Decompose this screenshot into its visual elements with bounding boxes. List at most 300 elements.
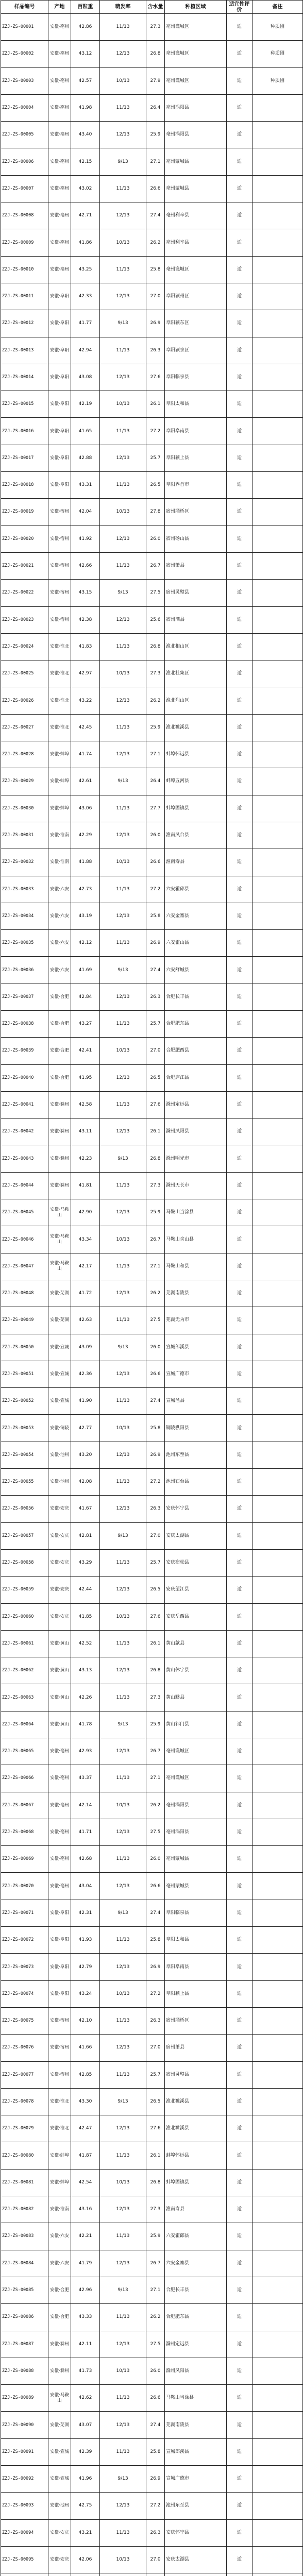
germination-cell: 12/13 — [100, 687, 146, 714]
weight-cell: 42.19 — [71, 391, 100, 418]
moisture-cell: 27.0 — [146, 1522, 165, 1549]
region-cell: 亳州谯城区 — [165, 67, 227, 94]
region-cell: 宿州埇桥区 — [165, 2007, 227, 2034]
weight-cell: 43.20 — [71, 1442, 100, 1468]
weight-cell: 42.26 — [71, 1684, 100, 1711]
weight-cell: 42.41 — [71, 1038, 100, 1064]
note-cell — [252, 2493, 303, 2519]
evaluation-cell: 适 — [227, 1334, 252, 1361]
weight-cell: 42.31 — [71, 1900, 100, 1926]
evaluation-cell: 适 — [227, 1738, 252, 1765]
germination-cell: 12/13 — [100, 122, 146, 148]
table-row — [1, 768, 303, 795]
evaluation-cell: 适 — [227, 1549, 252, 1576]
germination-cell: 12/13 — [100, 2196, 146, 2223]
note-cell — [252, 1980, 303, 2007]
region-cell: 蚌埠固镇县 — [165, 795, 227, 822]
evaluation-cell: 适 — [227, 606, 252, 633]
sample-id-cell: ZZJ-ZS-00093 — [1, 2493, 48, 2519]
region-cell: 阜阳颍州区 — [165, 283, 227, 310]
origin-cell: 安徽·阜阳 — [48, 1900, 71, 1926]
weight-cell: 41.65 — [71, 418, 100, 445]
germination-cell: 10/13 — [100, 660, 146, 687]
origin-cell: 安徽·淮北 — [48, 633, 71, 660]
region-cell: 六安霍邱县 — [165, 2223, 227, 2250]
note-cell — [252, 1442, 303, 1468]
header-cell: 备注 — [252, 1, 303, 14]
table-row — [1, 1819, 303, 1845]
moisture-cell: 25.8 — [146, 903, 165, 929]
weight-cell: 41.86 — [71, 229, 100, 256]
evaluation-cell: 适 — [227, 310, 252, 337]
origin-cell: 安徽·淮南 — [48, 2196, 71, 2223]
moisture-cell: 25.7 — [146, 2061, 165, 2088]
note-cell — [252, 660, 303, 687]
germination-cell: 9/13 — [100, 957, 146, 984]
moisture-cell: 26.3 — [146, 1496, 165, 1522]
region-cell: 滁州定远县 — [165, 2331, 227, 2358]
table-body — [1, 14, 303, 2576]
weight-cell: 41.92 — [71, 526, 100, 552]
sample-id-cell: ZZJ-ZS-00018 — [1, 472, 48, 499]
sample-id-cell: ZZJ-ZS-00074 — [1, 1980, 48, 2007]
table-row — [1, 94, 303, 121]
origin-cell: 安徽·六安 — [48, 876, 71, 903]
table-row — [1, 122, 303, 148]
region-cell: 六安金寨县 — [165, 903, 227, 929]
region-cell: 亳州蒙城县 — [165, 1873, 227, 1900]
moisture-cell: 25.8 — [146, 2438, 165, 2465]
evaluation-cell: 适 — [227, 633, 252, 660]
weight-cell: 42.68 — [71, 1846, 100, 1873]
note-cell — [252, 2546, 303, 2573]
table-row — [1, 1630, 303, 1657]
note-cell — [252, 1792, 303, 1819]
weight-cell: 42.75 — [71, 2493, 100, 2519]
weight-cell: 43.29 — [71, 1549, 100, 1576]
note-cell — [252, 1738, 303, 1765]
sample-id-cell: ZZJ-ZS-00027 — [1, 714, 48, 741]
sample-id-cell: ZZJ-ZS-00038 — [1, 1010, 48, 1037]
evaluation-cell: 适 — [227, 1199, 252, 1226]
table-row — [1, 930, 303, 957]
weight-cell: 41.88 — [71, 849, 100, 876]
sample-id-cell: ZZJ-ZS-00007 — [1, 175, 48, 202]
table-row — [1, 2142, 303, 2169]
germination-cell: 11/13 — [100, 1010, 146, 1037]
moisture-cell: 26.8 — [146, 2169, 165, 2196]
weight-cell: 41.85 — [71, 1603, 100, 1630]
note-cell — [252, 876, 303, 903]
moisture-cell: 26.2 — [146, 687, 165, 714]
table-row — [1, 2088, 303, 2115]
moisture-cell: 27.5 — [146, 580, 165, 606]
sample-id-cell: ZZJ-ZS-00081 — [1, 2169, 48, 2196]
weight-cell: 43.30 — [71, 2088, 100, 2115]
origin-cell: 安徽·安庆 — [48, 1522, 71, 1549]
weight-cell: 41.67 — [71, 1496, 100, 1522]
region-cell: 宿州泗县 — [165, 606, 227, 633]
table-row — [1, 1307, 303, 1334]
germination-cell: 11/13 — [100, 633, 146, 660]
germination-cell: 12/13 — [100, 2331, 146, 2358]
origin-cell: 安徽·黄山 — [48, 1630, 71, 1657]
origin-cell: 安徽·蚌埠 — [48, 768, 71, 795]
origin-cell: 安徽·阜阳 — [48, 1954, 71, 1980]
moisture-cell: 25.9 — [146, 714, 165, 741]
table-row — [1, 256, 303, 283]
sample-id-cell: ZZJ-ZS-00052 — [1, 1388, 48, 1415]
region-cell: 合肥肥西县 — [165, 1038, 227, 1064]
table-row — [1, 2546, 303, 2573]
weight-cell: 43.15 — [71, 580, 100, 606]
origin-cell: 安徽·宣城 — [48, 1334, 71, 1361]
sample-id-cell: ZZJ-ZS-00091 — [1, 2438, 48, 2465]
evaluation-cell: 适 — [227, 337, 252, 364]
evaluation-cell: 适 — [227, 67, 252, 94]
region-cell: 六安金寨县 — [165, 2250, 227, 2277]
evaluation-cell: 适 — [227, 957, 252, 984]
sample-id-cell: ZZJ-ZS-00076 — [1, 2035, 48, 2061]
region-cell: 亳州谯城区 — [165, 1765, 227, 1792]
germination-cell: 11/13 — [100, 1927, 146, 1954]
origin-cell: 安徽·宿州 — [48, 526, 71, 552]
weight-cell: 41.73 — [71, 2358, 100, 2384]
weight-cell: 43.12 — [71, 41, 100, 67]
note-cell — [252, 1577, 303, 1603]
moisture-cell: 26.9 — [146, 1442, 165, 1468]
evaluation-cell — [227, 2573, 252, 2576]
moisture-cell: 27.3 — [146, 660, 165, 687]
germination-cell: 11/13 — [100, 175, 146, 202]
weight-cell: 41.77 — [71, 310, 100, 337]
evaluation-cell: 适 — [227, 1064, 252, 1091]
note-cell — [252, 2088, 303, 2115]
weight-cell: 42.86 — [71, 14, 100, 41]
germination-cell: 11/13 — [100, 1549, 146, 1576]
weight-cell: 41.93 — [71, 1927, 100, 1954]
origin-cell: 安徽·铜陵 — [48, 1415, 71, 1442]
germination-cell: 10/13 — [100, 499, 146, 526]
region-cell: 淮北相山区 — [165, 633, 227, 660]
table-row — [1, 2250, 303, 2277]
germination-cell: 11/13 — [100, 2007, 146, 2034]
evaluation-cell: 适 — [227, 984, 252, 1010]
sample-id-cell: ZZJ-ZS-00061 — [1, 1630, 48, 1657]
region-cell: 黄山休宁县 — [165, 1657, 227, 1684]
region-cell: 池州东至县 — [165, 2493, 227, 2519]
sample-id-cell: ZZJ-ZS-00064 — [1, 1711, 48, 1738]
region-cell: 亳州蒙城县 — [165, 1846, 227, 1873]
germination-cell: 12/13 — [100, 2035, 146, 2061]
region-cell: 安庆宿松县 — [165, 1549, 227, 1576]
table-row — [1, 175, 303, 202]
region-cell: 亳州谯城区 — [165, 14, 227, 41]
weight-cell: 41.83 — [71, 633, 100, 660]
sample-id-cell: ZZJ-ZS-00032 — [1, 849, 48, 876]
table-row — [1, 2196, 303, 2223]
region-cell: 蚌埠固镇县 — [165, 2169, 227, 2196]
origin-cell: 安徽·淮北 — [48, 2115, 71, 2142]
moisture-cell: 25.8 — [146, 256, 165, 283]
germination-cell: 12/13 — [100, 1280, 146, 1307]
region-cell: 铜陵枞阳县 — [165, 1415, 227, 1442]
region-cell: 合肥长丰县 — [165, 2277, 227, 2303]
germination-cell: 12/13 — [100, 606, 146, 633]
evaluation-cell: 适 — [227, 2358, 252, 2384]
table-row — [1, 903, 303, 929]
table-row — [1, 714, 303, 741]
table-row — [1, 2007, 303, 2034]
origin-cell: 安徽·宿州 — [48, 2061, 71, 2088]
weight-cell: 42.08 — [71, 1469, 100, 1496]
table-row — [1, 1118, 303, 1145]
note-cell — [252, 2358, 303, 2384]
moisture-cell: 26.6 — [146, 1361, 165, 1387]
moisture-cell: 26.8 — [146, 41, 165, 67]
table-row — [1, 660, 303, 687]
evaluation-cell: 适 — [227, 1954, 252, 1980]
moisture-cell: 27.5 — [146, 1307, 165, 1334]
note-cell — [252, 2223, 303, 2250]
moisture-cell: 27.8 — [146, 499, 165, 526]
evaluation-cell: 适 — [227, 2438, 252, 2465]
sample-id-cell: ZZJ-ZS-00025 — [1, 660, 48, 687]
origin-cell: 安徽·安庆 — [48, 2546, 71, 2573]
moisture-cell: 27.1 — [146, 2277, 165, 2303]
note-cell — [252, 1361, 303, 1387]
region-cell: 安庆怀宁县 — [165, 1496, 227, 1522]
origin-cell: 安徽·阜阳 — [48, 1980, 71, 2007]
weight-cell: 42.90 — [71, 1199, 100, 1226]
evaluation-cell: 适 — [227, 472, 252, 499]
table-row — [1, 1846, 303, 1873]
note-cell — [252, 256, 303, 283]
note-cell — [252, 1711, 303, 1738]
region-cell: 安庆太湖县 — [165, 2546, 227, 2573]
evaluation-cell: 适 — [227, 1172, 252, 1199]
weight-cell: 42.44 — [71, 1577, 100, 1603]
region-cell: 阜阳颍上县 — [165, 445, 227, 471]
origin-cell: 安徽·黄山 — [48, 1657, 71, 1684]
germination-cell: 11/13 — [100, 418, 146, 445]
origin-cell: 安徽·黄山 — [48, 1684, 71, 1711]
note-cell — [252, 768, 303, 795]
sample-id-cell: ZZJ-ZS-00033 — [1, 876, 48, 903]
moisture-cell: 27.2 — [146, 876, 165, 903]
germination-cell: 12/13 — [100, 2250, 146, 2277]
region-cell: 淮北烈山区 — [165, 687, 227, 714]
evaluation-cell: 适 — [227, 1819, 252, 1845]
germination-cell: 11/13 — [100, 1469, 146, 1496]
moisture-cell: 26.7 — [146, 1738, 165, 1765]
evaluation-cell: 适 — [227, 1091, 252, 1118]
germination-cell: 11/13 — [100, 256, 146, 283]
origin-cell: 安徽·宣城 — [48, 1361, 71, 1387]
evaluation-cell: 适 — [227, 2035, 252, 2061]
germination-cell: 12/13 — [100, 822, 146, 849]
evaluation-cell: 适 — [227, 1307, 252, 1334]
evaluation-cell: 适 — [227, 903, 252, 929]
moisture-cell: 26.6 — [146, 2385, 165, 2412]
region-cell: 宣城郎溪县 — [165, 1334, 227, 1361]
weight-cell: 43.04 — [71, 1873, 100, 1900]
weight-cell: 41.69 — [71, 957, 100, 984]
evaluation-cell: 适 — [227, 1145, 252, 1172]
sample-id-cell: ZZJ-ZS-00021 — [1, 552, 48, 579]
origin-cell: 安徽·宣城 — [48, 1388, 71, 1415]
germination-cell: 9/13 — [100, 2088, 146, 2115]
table-row — [1, 499, 303, 526]
sample-id-cell: ZZJ-ZS-00042 — [1, 1118, 48, 1145]
note-cell — [252, 445, 303, 471]
note-cell — [252, 1630, 303, 1657]
germination-cell: 10/13 — [100, 391, 146, 418]
origin-cell: 安徽·亳州 — [48, 41, 71, 67]
evaluation-cell: 适 — [227, 2412, 252, 2438]
note-cell — [252, 1388, 303, 1415]
germination-cell: 11/13 — [100, 552, 146, 579]
origin-cell: 安徽·淮南 — [48, 849, 71, 876]
germination-cell: 11/13 — [100, 1091, 146, 1118]
sample-id-cell: ZZJ-ZS-00024 — [1, 633, 48, 660]
sample-id-cell: ZZJ-ZS-00085 — [1, 2277, 48, 2303]
note-cell — [252, 526, 303, 552]
germination-cell: 9/13 — [100, 1711, 146, 1738]
evaluation-cell: 适 — [227, 1900, 252, 1926]
origin-cell: 安徽·淮北 — [48, 714, 71, 741]
weight-cell: 41.96 — [71, 2466, 100, 2493]
origin-cell: 安徽·阜阳 — [48, 337, 71, 364]
weight-cell: 42.88 — [71, 445, 100, 471]
table-row — [1, 1657, 303, 1684]
moisture-cell: 26.1 — [146, 391, 165, 418]
note-cell — [252, 687, 303, 714]
weight-cell: 42.66 — [71, 552, 100, 579]
weight-cell: 41.66 — [71, 2035, 100, 2061]
region-cell: 淮南寿县 — [165, 849, 227, 876]
weight-cell: 41.87 — [71, 2142, 100, 2169]
table-row — [1, 1388, 303, 1415]
table-row — [1, 1091, 303, 1118]
region-cell: 合肥长丰县 — [165, 984, 227, 1010]
origin-cell: 安徽·滁州 — [48, 1172, 71, 1199]
origin-cell: 安徽·合肥 — [48, 1064, 71, 1091]
sample-id-cell: ZZJ-ZS-00071 — [1, 1900, 48, 1926]
evaluation-cell: 适 — [227, 2088, 252, 2115]
origin-cell: 安徽·亳州 — [48, 256, 71, 283]
germination-cell: 11/13 — [100, 1684, 146, 1711]
note-cell — [252, 849, 303, 876]
origin-cell: 安徽·池州 — [48, 1469, 71, 1496]
germination-cell: 11/13 — [100, 2223, 146, 2250]
moisture-cell: 25.7 — [146, 1549, 165, 1576]
moisture-cell: 26.5 — [146, 2088, 165, 2115]
evaluation-cell: 适 — [227, 795, 252, 822]
note-cell — [252, 2035, 303, 2061]
moisture-cell: 27.3 — [146, 2196, 165, 2223]
germination-cell: 10/13 — [100, 849, 146, 876]
sample-id-cell: ZZJ-ZS-00019 — [1, 499, 48, 526]
origin-cell: 安徽·亳州 — [48, 202, 71, 229]
origin-cell: 安徽·亳州 — [48, 122, 71, 148]
weight-cell: 41.95 — [71, 1064, 100, 1091]
moisture-cell: 27.3 — [146, 1684, 165, 1711]
moisture-cell: 26.4 — [146, 94, 165, 121]
moisture-cell: 26.9 — [146, 1954, 165, 1980]
germination-cell: 12/13 — [100, 1442, 146, 1468]
region-cell: 安庆岳西县 — [165, 1603, 227, 1630]
weight-cell: 42.58 — [71, 1091, 100, 1118]
germination-cell: 11/13 — [100, 1846, 146, 1873]
sample-id-cell: ZZJ-ZS-00083 — [1, 2223, 48, 2250]
germination-cell: 11/13 — [100, 876, 146, 903]
moisture-cell: 27.0 — [146, 2035, 165, 2061]
evaluation-cell: 适 — [227, 2385, 252, 2412]
moisture-cell: 27.2 — [146, 1980, 165, 2007]
table-row — [1, 1980, 303, 2007]
origin-cell: 安徽·亳州 — [48, 1819, 71, 1845]
region-cell: 池州东至县 — [165, 1442, 227, 1468]
moisture-cell: 26.0 — [146, 526, 165, 552]
note-cell: 种质圃 — [252, 41, 303, 67]
header-cell: 种植区域 — [165, 1, 227, 14]
germination-cell: 11/13 — [100, 2304, 146, 2331]
sample-id-cell: ZZJ-ZS-00009 — [1, 229, 48, 256]
germination-cell: 10/13 — [100, 1980, 146, 2007]
moisture-cell: 27.3 — [146, 14, 165, 41]
note-cell — [252, 1064, 303, 1091]
origin-cell: 安徽·芜湖 — [48, 1280, 71, 1307]
origin-cell: 安徽·滁州 — [48, 1145, 71, 1172]
moisture-cell: 27.1 — [146, 1765, 165, 1792]
sample-id-cell: ZZJ-ZS-00090 — [1, 2412, 48, 2438]
moisture-cell: 27.4 — [146, 1900, 165, 1926]
header-cell: 萌发率 — [100, 1, 146, 14]
sample-id-cell: ZZJ-ZS-00088 — [1, 2358, 48, 2384]
region-cell: 阜阳颍泉区 — [165, 337, 227, 364]
table-row — [1, 552, 303, 579]
moisture-cell: 26.6 — [146, 175, 165, 202]
note-cell — [252, 122, 303, 148]
origin-cell: 安徽·亳州 — [48, 1765, 71, 1792]
origin-cell: 安徽·芜湖 — [48, 2412, 71, 2438]
sample-id-cell: ZZJ-ZS-00057 — [1, 1522, 48, 1549]
weight-cell: 42.84 — [71, 984, 100, 1010]
evaluation-cell: 适 — [227, 822, 252, 849]
origin-cell: 安徽·六安 — [48, 2223, 71, 2250]
region-cell: 安庆望江县 — [165, 1577, 227, 1603]
note-cell — [252, 2412, 303, 2438]
evaluation-cell: 适 — [227, 1792, 252, 1819]
evaluation-cell: 适 — [227, 1496, 252, 1522]
region-cell: 安庆怀宁县 — [165, 2519, 227, 2546]
germination-cell: 10/13 — [100, 229, 146, 256]
germination-cell: 9/13 — [100, 2466, 146, 2493]
header-cell: 产地 — [48, 1, 71, 14]
evaluation-cell: 适 — [227, 552, 252, 579]
sample-id-cell: ZZJ-ZS-00069 — [1, 1846, 48, 1873]
region-cell: 宣城泾县 — [165, 1388, 227, 1415]
table-row — [1, 2277, 303, 2303]
moisture-cell: 27.0 — [146, 283, 165, 310]
weight-cell: 42.77 — [71, 1415, 100, 1442]
sample-id-cell: ZZJ-ZS-00003 — [1, 67, 48, 94]
sample-id-cell: ZZJ-ZS-00047 — [1, 1253, 48, 1280]
germination-cell: 12/13 — [100, 2115, 146, 2142]
weight-cell: 41.98 — [71, 94, 100, 121]
table-header-row — [1, 1, 303, 14]
